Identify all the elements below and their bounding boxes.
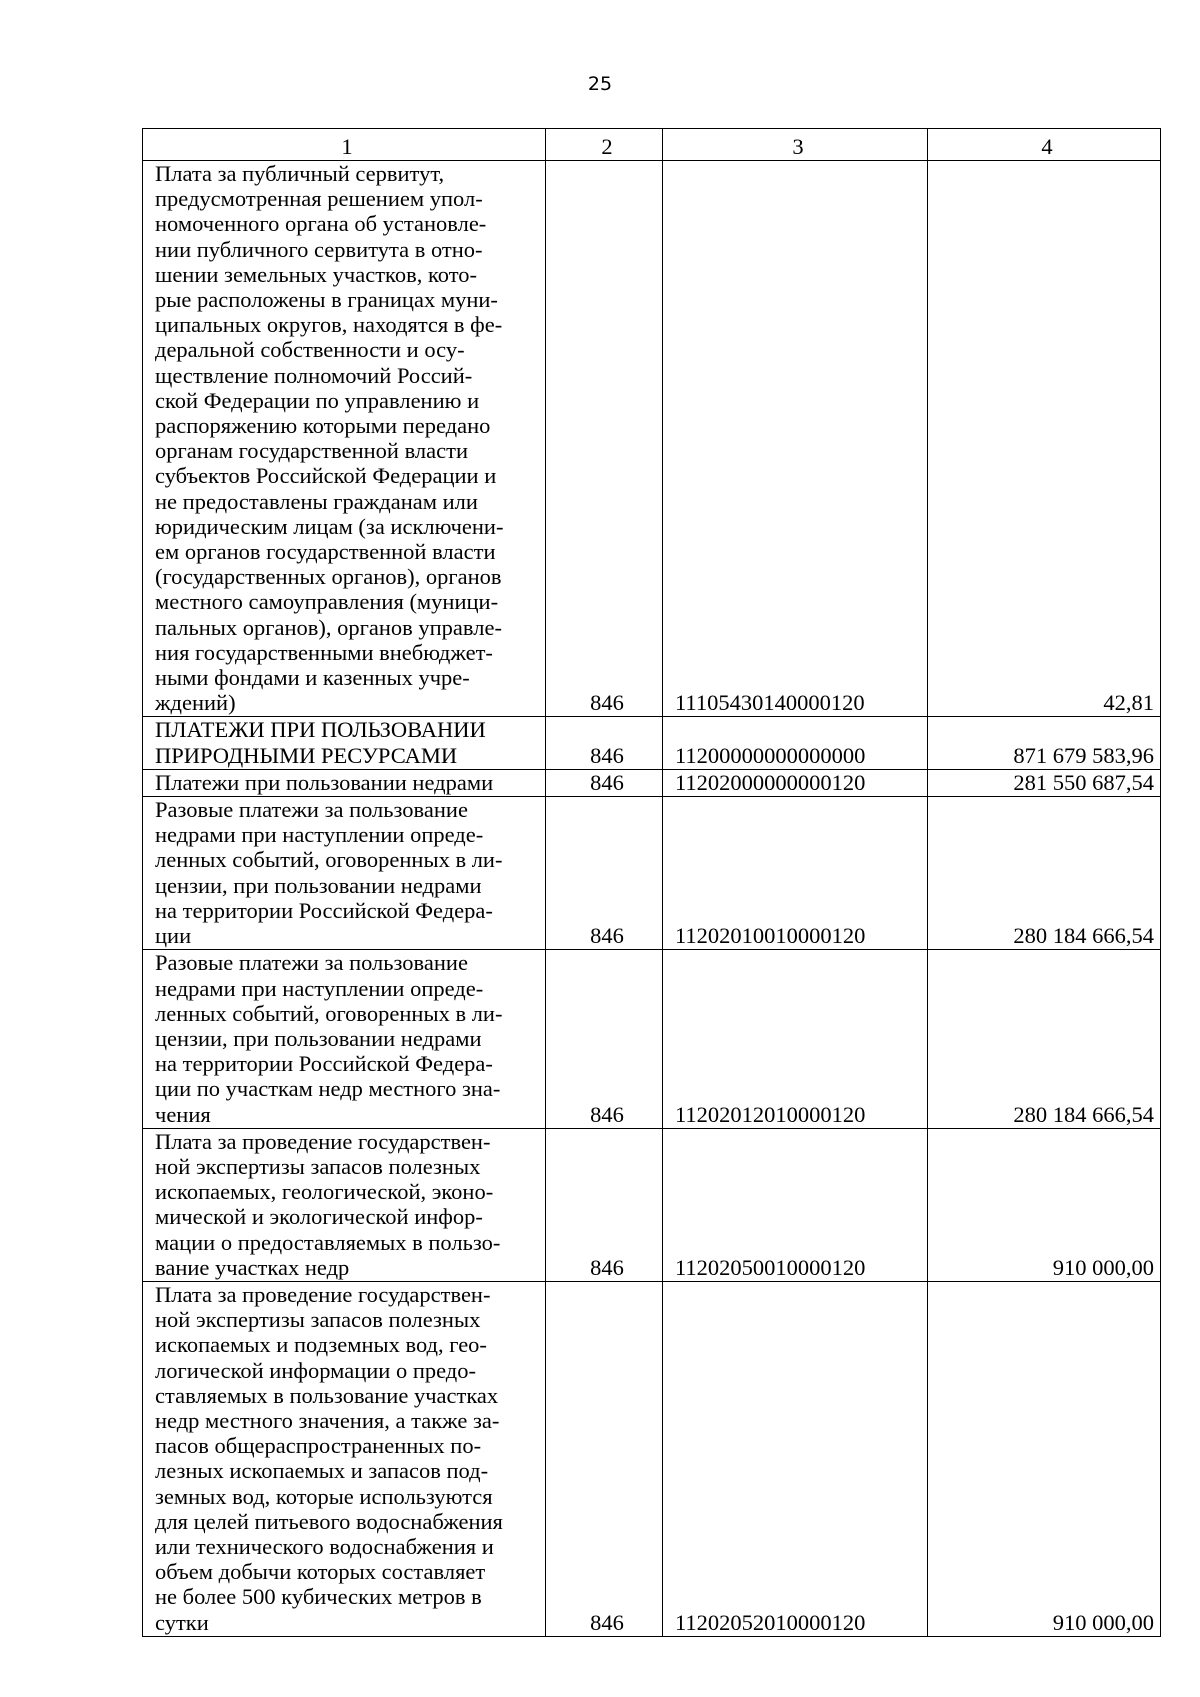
revenue-name-line: ждений): [155, 690, 236, 716]
header-cell-4: 4: [928, 129, 1161, 161]
revenue-name-line: ископаемых, геологической, эконо-: [155, 1179, 494, 1205]
revenue-name-line: ции по участкам недр местного зна-: [155, 1076, 501, 1102]
revenue-name-line: ленных событий, оговоренных в ли-: [155, 847, 503, 873]
revenue-name-line: ципальных округов, находятся в фе-: [155, 312, 503, 338]
revenue-name-line: ния государственными внебюджет-: [155, 639, 493, 665]
table-row: [143, 1128, 1161, 1281]
revenue-name-line: объем добычи которых составляет: [155, 1559, 486, 1585]
admin-code-cell: 846: [546, 797, 663, 950]
amount-cell: 910 000,00: [928, 1128, 1161, 1281]
kbk-code-cell: 11202012010000120: [663, 950, 928, 1128]
revenue-name-line: недрами при наступлении опреде-: [155, 975, 484, 1001]
revenue-name-line: мации о предоставляемых в пользо-: [155, 1229, 501, 1255]
revenue-name-cell: [143, 769, 546, 796]
table-row: [143, 797, 1161, 950]
revenue-name-line: земных вод, которые используются: [155, 1483, 493, 1509]
revenue-name-line: юридическим лицам (за исключени-: [155, 513, 504, 539]
revenue-name-line: деральной собственности и осу-: [155, 337, 465, 363]
kbk-code-cell: 11202050010000120: [663, 1128, 928, 1281]
revenue-name-line: ем органов государственной власти: [155, 539, 496, 565]
admin-code-cell: 846: [546, 950, 663, 1128]
revenue-name-line: Плата за проведение государствен-: [155, 1128, 491, 1154]
header-cell-1: 1: [143, 129, 546, 161]
revenue-name-line: мической и экологической инфор-: [155, 1204, 483, 1230]
revenue-name-line: для целей питьевого водоснабжения: [155, 1508, 503, 1534]
revenue-name-line: цензии, при пользовании недрами: [155, 1025, 482, 1051]
revenue-name-line: лезных ископаемых и запасов под-: [155, 1458, 489, 1484]
revenue-name-line: шении земельных участков, кото-: [155, 261, 477, 287]
revenue-name-line: логической информации о предо-: [155, 1357, 476, 1383]
revenue-name-line: на территории Российской Федера-: [155, 1051, 493, 1077]
revenue-name-line: органам государственной власти: [155, 438, 468, 464]
revenue-name-cell: [143, 161, 546, 717]
revenue-name-line: ископаемых и подземных вод, гео-: [155, 1332, 487, 1358]
table-row: [143, 161, 1161, 717]
revenue-name-line: ной экспертизы запасов полезных: [155, 1307, 481, 1333]
revenue-name-line: номоченного органа об установле-: [155, 211, 487, 237]
revenue-name-line: чения: [155, 1101, 211, 1127]
revenue-name-line: ной экспертизы запасов полезных: [155, 1153, 481, 1179]
revenue-name-line: пальных органов), органов управле-: [155, 614, 502, 640]
amount-cell: 910 000,00: [928, 1281, 1161, 1636]
revenue-name-line: недр местного значения, а также за-: [155, 1407, 500, 1433]
admin-code-cell: 846: [546, 769, 663, 796]
revenue-name-cell: [143, 950, 546, 1128]
admin-code-cell: 846: [546, 1128, 663, 1281]
admin-code-cell: 846: [546, 717, 663, 769]
revenue-name-line: (государственных органов), органов: [155, 564, 502, 590]
revenue-name-line: Плата за публичный сервитут,: [155, 161, 445, 186]
admin-code-cell: 846: [546, 161, 663, 717]
revenue-table: [142, 128, 1161, 1637]
header-cell-3: 3: [663, 129, 928, 161]
revenue-name-cell: [143, 1128, 546, 1281]
revenue-name-line: ными фондами и казенных учре-: [155, 665, 470, 691]
table-row: [143, 950, 1161, 1128]
revenue-name-line: пасов общераспространенных по-: [155, 1433, 482, 1459]
revenue-name-line: ставляемых в пользование участках: [155, 1382, 499, 1408]
revenue-name-line: не предоставлены гражданам или: [155, 488, 478, 514]
revenue-name-cell: [143, 1281, 546, 1636]
admin-code-cell: 846: [546, 1281, 663, 1636]
revenue-name-line: предусмотренная решением упол-: [155, 186, 483, 212]
amount-cell: 280 184 666,54: [928, 950, 1161, 1128]
revenue-name-line: или технического водоснабжения и: [155, 1533, 494, 1559]
amount-cell: 281 550 687,54: [928, 769, 1161, 796]
revenue-name-line: сутки: [155, 1609, 209, 1635]
page-number: 25: [587, 73, 613, 95]
kbk-code-cell: 11202000000000120: [663, 769, 928, 796]
table-row: [143, 717, 1161, 769]
revenue-name-line: рые расположены в границах муни-: [155, 287, 498, 313]
revenue-name-line: ществление полномочий Россий-: [155, 362, 473, 388]
revenue-name-line: на территории Российской Федера-: [155, 897, 493, 923]
revenue-name-line: не более 500 кубических метров в: [155, 1584, 482, 1610]
kbk-code-cell: 11200000000000000: [663, 717, 928, 769]
amount-cell: 42,81: [928, 161, 1161, 717]
revenue-name-line: недрами при наступлении опреде-: [155, 822, 484, 848]
revenue-name-line: нии публичного сервитута в отно-: [155, 236, 483, 262]
table-row: [143, 1281, 1161, 1636]
revenue-name-line: Разовые платежи за пользование: [155, 950, 468, 976]
revenue-name-line: ПРИРОДНЫМИ РЕСУРСАМИ: [155, 742, 458, 768]
revenue-name-line: вание участках недр: [155, 1254, 350, 1280]
revenue-name-line: Разовые платежи за пользование: [155, 797, 468, 823]
revenue-name-line: ской Федерации по управлению и: [155, 387, 480, 413]
revenue-name-line: субъектов Российской Федерации и: [155, 463, 497, 489]
revenue-name-line: ленных событий, оговоренных в ли-: [155, 1000, 503, 1026]
header-cell-2: 2: [546, 129, 663, 161]
revenue-name-line: цензии, при пользовании недрами: [155, 872, 482, 898]
amount-cell: 871 679 583,96: [928, 717, 1161, 769]
revenue-name-line: ции: [155, 923, 192, 949]
revenue-name-line: Платежи при пользовании недрами: [155, 769, 494, 795]
kbk-code-cell: 11202052010000120: [663, 1281, 928, 1636]
revenue-name-line: ПЛАТЕЖИ ПРИ ПОЛЬЗОВАНИИ: [155, 717, 486, 743]
revenue-name-cell: [143, 797, 546, 950]
kbk-code-cell: 11105430140000120: [663, 161, 928, 717]
revenue-name-line: местного самоуправления (муници-: [155, 589, 499, 615]
revenue-name-cell: [143, 717, 546, 769]
table-header-row: [143, 129, 1161, 161]
kbk-code-cell: 11202010010000120: [663, 797, 928, 950]
table-row: [143, 769, 1161, 796]
revenue-name-line: распоряжению которыми передано: [155, 413, 491, 439]
revenue-name-line: Плата за проведение государствен-: [155, 1281, 491, 1307]
amount-cell: 280 184 666,54: [928, 797, 1161, 950]
